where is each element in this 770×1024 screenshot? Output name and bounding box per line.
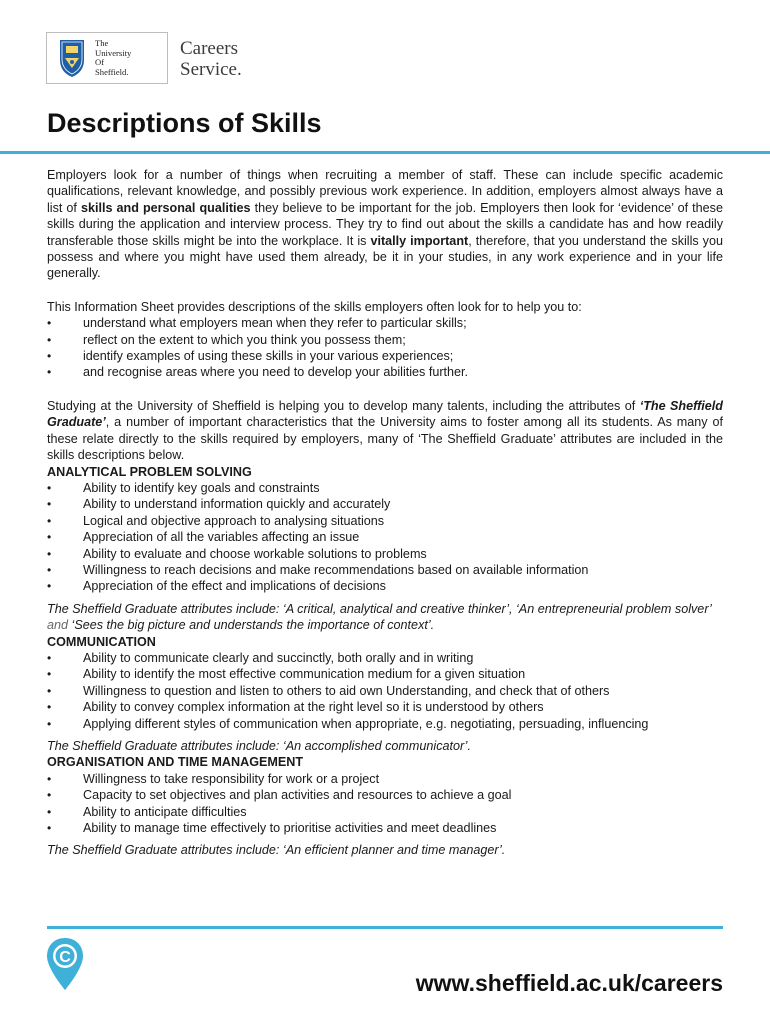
emphasis-skills: skills and personal qualities [80, 200, 251, 215]
list-item: • Ability to understand information quickly and accurately [47, 496, 723, 512]
list-item: • Ability to communicate clearly and succinctly, both orally and in writing [47, 650, 723, 666]
list-item: • Ability to evaluate and choose workable solutions to problems [47, 546, 723, 562]
list-item: • Appreciation of the effect and implications of decisions [47, 578, 723, 594]
list-item: • Willingness to take responsibility for work or a project [47, 771, 723, 787]
communication-attributes: The Sheffield Graduate attributes include: ‘An accomplished communicator’. [47, 739, 471, 753]
list-item: • Appreciation of all the variables affecting an issue [47, 529, 723, 545]
list-item: • Applying different styles of communication when appropriate, e.g. negotiating, persuading, influencing [47, 716, 723, 732]
list-item: • Logical and objective approach to analysing situations [47, 513, 723, 529]
university-logo [46, 32, 168, 84]
purpose-list [47, 315, 723, 381]
list-item: • Ability to identify the most effective communication medium for a given situation [47, 666, 723, 682]
section-heading-organisation: ORGANISATION AND TIME MANAGEMENT [47, 755, 304, 770]
emphasis-vitally-important: vitally important [370, 233, 469, 248]
purpose-paragraph: This Information Sheet provides descriptions of the skills employers often look for to help you to: [47, 299, 582, 314]
intro-paragraph: Employers look for a number of things when recruiting a member of staff. These can include specific academic qualifications, relevant knowledge, and possibly previous work experience. In addition, employers almost always have a list of skills and personal qualities they believe to be important for the job. Employers then look for ‘evidence’ of these skills during the application and interview process. They try to find out about the skills a candidate has and how readily transferable those skills might be into the workplace. It is vitally important, therefore, that you understand the skills you possess and where you might have used them already, be it in your studies, in any work experience and in your life generally. [47, 168, 723, 281]
analytical-attributes: The Sheffield Graduate attributes include: ‘A critical, analytical and creative thinker’, ‘An entrepreneurial problem solver’ and ‘Sees the big picture and understands the importance of context’. [47, 601, 712, 633]
list-item: • reflect on the extent to which you think you possess them; [47, 332, 723, 348]
page-title: Descriptions of Skills [47, 108, 322, 138]
organisation-attributes: The Sheffield Graduate attributes include: ‘An efficient planner and time manager’. [47, 843, 506, 858]
list-item: • and recognise areas where you need to develop your abilities further. [47, 364, 723, 380]
footer-divider [47, 926, 723, 929]
section-heading-analytical: ANALYTICAL PROBLEM SOLVING [47, 464, 252, 479]
list-item: • Ability to anticipate difficulties [47, 804, 723, 820]
communication-list [47, 650, 723, 732]
list-item: • understand what employers mean when they refer to particular skills; [47, 315, 723, 331]
careers-service-name: Careers Service. [180, 38, 242, 80]
list-item: • identify examples of using these skills in your various experiences; [47, 348, 723, 364]
list-item: • Willingness to reach decisions and make recommendations based on available information [47, 562, 723, 578]
list-item: • Ability to identify key goals and constraints [47, 480, 723, 496]
university-name: The University Of Sheffield. [95, 38, 132, 77]
careers-website-link[interactable]: www.sheffield.ac.uk/careers [415, 970, 723, 996]
section-heading-communication: COMMUNICATION [47, 634, 156, 649]
title-divider [0, 151, 770, 154]
pin-letter: C [59, 949, 71, 966]
document-body [47, 167, 723, 859]
analytical-list [47, 480, 723, 595]
graduate-paragraph: Studying at the University of Sheffield is helping you to develop many talents, including the attributes of ‘The Sheffield Graduate’, a number of important characteristics that the University aims to foster among all its students. As many of these relate directly to the skills required by employers, many of ‘The Sheffield Graduate’ attributes are included in the skills descriptions below. [47, 398, 723, 463]
organisation-list [47, 771, 723, 837]
university-crest-icon [57, 38, 87, 78]
list-item: • Capacity to set objectives and plan activities and resources to achieve a goal [47, 787, 723, 803]
sheffield-graduate-term: ‘The Sheffield Graduate’ [47, 398, 723, 430]
list-item: • Ability to convey complex information at the right level so it is understood by others [47, 699, 723, 715]
careers-pin-icon [45, 936, 85, 992]
list-item: • Ability to manage time effectively to prioritise activities and meet deadlines [47, 820, 723, 836]
list-item: • Willingness to question and listen to others to aid own Understanding, and check that of others [47, 683, 723, 699]
